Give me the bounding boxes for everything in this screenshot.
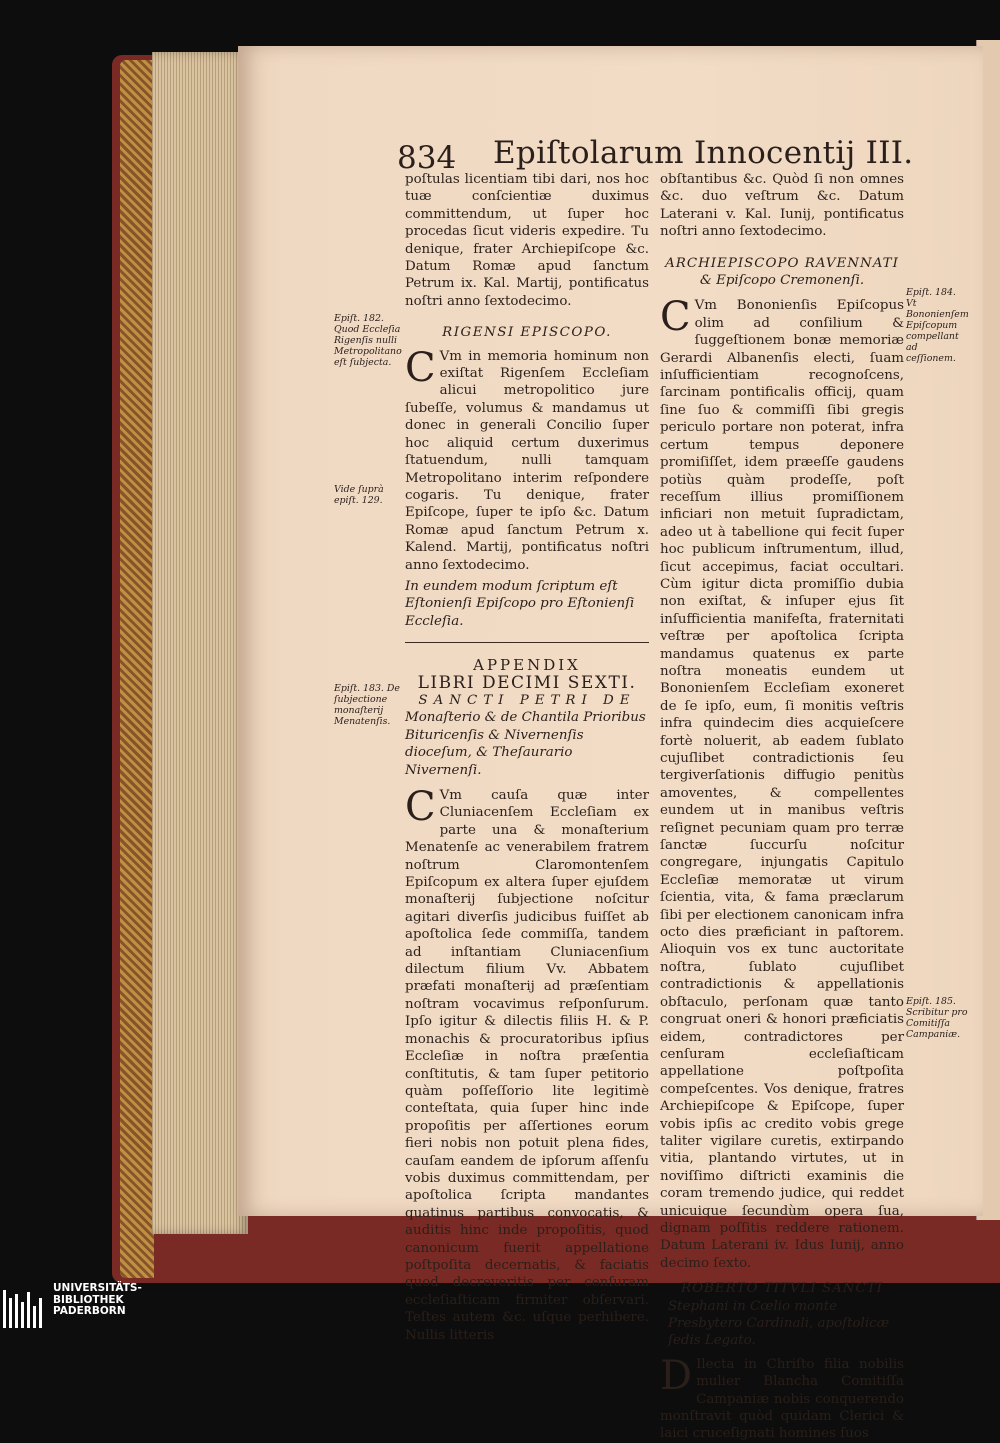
right-para-2 [660,294,904,1272]
heading-rigensi: RIGENSI EPISCOPO. [442,325,612,341]
drop-cap: D [660,1352,693,1399]
right-para-2-text: Vm Bononienſis Epiſcopus olim ad conſilium & ſuggeſtionem bonæ memoriæ Gerardi Albanenſis electi, ſuam inſufficientiam recognoſcens, ſarcinam pontificalis officij, quam ſine ſuo & commiſſi ſibi gregis periculo portare non poterat, infra certum tempus deponere promiſiſſet, idem præeſſe gaudens potiùs quàm prodeſſe, poſt receſſum illius promiſſionem inficiari non metuit ſupradictam, adeo ut à tabellione qui fecit ſuper hoc publicum inſtrumentum, illud, ſicut accepimus, faciat occultari. Cùm igitur dicta promiſſio dubia non exiſtat, & inſuper ejus ſit inſufficientia manifeſta, fraternitati veſtræ per apoſtolica ſcripta mandamus quatenus ex parte noſtra moneatis eundem ut Bononienſem Eccleſiam exoneret de ſe ipſo, eum, ſi monitis veſtris infra quindecim dies acquieſcere fortè noluerit, ab eadem ſublato cujuſlibet contradictionis ſeu tergiverſationis diffugio penitùs amoventes, & compellentes eundem ut in manibus veſtris reſignet pecuniam quam pro terræ ſanctæ ſuccurſu noſcitur congregare, injungatis Capitulo Eccleſiæ memoratæ ut virum ſcientia, vita, & fama præclarum ſibi per electionem canonicam infra octo dies præficiant in paſtorem. Alioquin vos ex tunc auctoritate noſtra, ſublato cujuſlibet contradictionis & appellationis obſtaculo, perſonam quæ tanto congruat oneri & honori præficiatis eidem, contradictores per cenſuram eccleſiaſticam appellatione poſtpoſita compeſcentes. Vos denique, fratres Archiepiſcope & Epiſcope, ſuper vobis ipſis ac credito vobis grege taliter vigilare curetis, extirpando vitia, plantando virtutes, ut in noviſſimo diſtricti examinis die coram tremendo judice, qui reddet unicuique ſecundùm opera ſua, dignam poſſitis reddere rationem. Datum Laterani iv. Idus Iunij, anno decimo ſexto. [660,298,904,1271]
heading-sancti-petri: SANCTI PETRI DE [418,692,636,708]
right-para-3-text: Ilecta in Chriſto filia nobilis mulier Blancha Comitiſſa Campaniæ nobis conquerendo monſtravit quòd quidam Clerici & laici cruceſignati homines ſuos [660,1356,904,1442]
margin-note-185: Epiſt. 185. Scribitur pro Comitiſſa Campaniæ. [906,996,968,1040]
right-para-3 [660,1352,904,1443]
page-number: 834 [397,140,457,176]
library-logo-icon [3,1290,43,1328]
heading-roberto-sub: Stephani in Cœlio monte Presbytero Cardinali, apoſtolicæ ſedis Legato. [668,1298,890,1349]
running-title: Epiſtolarum Innocentij III. [493,135,914,171]
margin-note-184: Epiſt. 184. Vt Bononienſem Epiſcopum compellant ad ceſſionem. [906,287,969,364]
appendix-heading: APPENDIX [473,656,581,675]
margin-note-182: Epiſt. 182. Quod Eccleſia Rigenſis nulli Metropolitano eſt ſubjecta. [334,313,402,368]
margin-note-vide: Vide ſuprà epiſt. 129. [334,484,384,506]
logo-line-3: PADERBORN [53,1305,126,1317]
gilt-border [120,60,154,1278]
drop-cap: C [405,784,436,830]
libri-heading: LIBRI DECIMI SEXTI. [417,672,637,693]
logo-line-2: BIBLIOTHEK [53,1293,124,1306]
left-para-3-text: Vm cauſa quæ inter Cluniacenſem Eccleſiam ex parte una & monaſterium Menatenſe ac venerabilem fratrem noſtrum Claromontenſem Epiſcopum ex altera ſuper ejuſdem monaſterij ſubjectione noſcitur agitari diverſis judicibus fuiſſet ab apoſtolica ſede commiſſa, tandem ad inſtantiam Cluniacenſium dilectum filium Vv. Abbatem præfati monaſterij ad præſentiam noſtram vocavimus reſponſurum. Ipſo igitur & dilectis filiis H. & P. monachis & procuratoribus ipſius Eccleſiæ in noſtra præſentia conſtitutis, & tam ſuper petitorio quàm poſſeſſorio lite legitimè conteſtata, quia ſuper hinc inde propoſitis per aſſertiones eorum fieri nobis non potuit plena fides, cauſam eandem de ipſorum aſſenſu vobis duximus committendam, per apoſtolica ſcripta mandantes quatinus partibus convocatis, & auditis hinc inde propoſitis, quod canonicum fuerit appellatione poſtpoſita decernatis, & faciatis quod decreveritis per cenſuram eccleſiaſticam firmiter obſervari. Teſtes autem &c. uſque perhibere. Nullis litteris [405,788,649,1343]
heading-roberto: ROBERTO TITVLI SANCTI [681,1281,883,1297]
logo-line-1: UNIVERSITÄTS- [53,1282,142,1294]
page-edges [152,52,248,1234]
left-para-1: poſtulas licentiam tibi dari, nos hoc tuæ conſcientiæ duximus committendum, ut ſuper hoc procedas ſicut videris expedire. Tu denique, frater Archiepiſcope &c. Datum Romæ apud ſanctum Petrum ix. Kal. Martij, pontificatus noſtri anno ſextodecimo. [405,172,649,309]
left-para-3 [405,784,649,1344]
drop-cap: C [660,294,691,341]
left-para-2 [405,344,649,574]
divider [405,642,649,643]
heading-sancti-petri-sub: Monaſterio & de Chantila Prioribus Bituricenſis & Nivernenſis dioceſum, & Theſaurario Nivernenſi. [405,710,646,778]
heading-archiepiscopo-sub: & Epiſcopo Cremonenſi. [699,273,865,289]
right-para-1: obſtantibus &c. Quòd ſi non omnes &c. duo veſtrum &c. Datum Laterani v. Kal. Iunij, pontificatus noſtri anno ſextodecimo. [660,172,904,240]
italic-note: In eundem modum ſcriptum eſt Eſtonienſi Epiſcopo pro Eſtonienſi Eccleſia. [405,578,635,629]
right-column [660,171,904,1443]
drop-cap: C [405,344,436,391]
margin-note-183: Epiſt. 183. De ſubjectione monaſterij Menatenſis. [334,683,400,727]
heading-archiepiscopo: ARCHIEPISCOPO RAVENNATI [665,255,899,271]
library-logo-text [53,1283,142,1318]
left-column [405,171,649,1344]
left-para-2-text: Vm in memoria hominum non exiſtat Rigenſem Eccleſiam alicui metropolitico jure ſubeſſe, volumus & mandamus ut donec in generali Concilio ſuper hoc aliquid certum duxerimus ſtatuendum, nulli tamquam Metropolitano interim reſpondere cogaris. Tu denique, frater Epiſcope, ſuper te ipſo &c. Datum Romæ apud ſanctum Petrum x. Kalend. Martij, pontificatus noſtri anno ſextodecimo. [405,348,649,573]
